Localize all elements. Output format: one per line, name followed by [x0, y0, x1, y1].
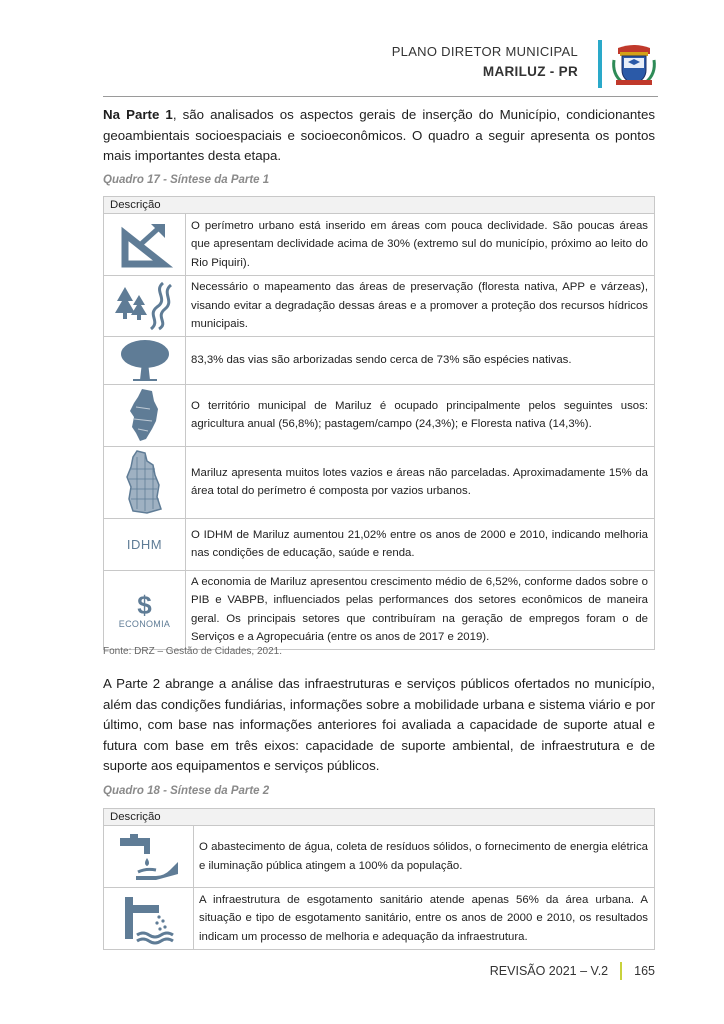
table-icon-cell [104, 276, 186, 337]
coat-of-arms-icon [610, 40, 658, 88]
header-accent-bar [598, 40, 602, 88]
header-rule [103, 96, 658, 97]
page-footer [490, 962, 655, 980]
quadro17-source: Fonte: DRZ – Gestão de Cidades, 2021. [103, 646, 282, 657]
municipality-map-icon [120, 387, 170, 443]
table-header-descricao: Descrição [104, 197, 655, 214]
table-row [104, 570, 655, 649]
idhm-icon: IDHM [126, 536, 163, 552]
table-text-cell: 83,3% das vias são arborizadas sendo cerca de 73% são espécies nativas. [186, 336, 655, 384]
table-row [104, 826, 655, 888]
page-header [392, 40, 658, 88]
table-header-row [104, 197, 655, 214]
header-subtitle: MARILUZ - PR [482, 64, 578, 79]
table-row [104, 446, 655, 518]
table-row [104, 276, 655, 337]
sewage-icon [119, 893, 179, 945]
table-text-cell: O território municipal de Mariluz é ocupado principalmente pelos seguintes usos: agricultura anual (56,8%); pastagem/campo (24,3%); e Floresta nativa (14,3%). [186, 384, 655, 446]
table-row [104, 518, 655, 570]
dollar-icon: $ [137, 589, 152, 620]
page-number: 165 [634, 964, 655, 978]
table-text-cell: Necessário o mapeamento das áreas de preservação (floresta nativa, APP e várzeas), visando evitar a degradação dessas áreas e a promover a proteção dos recursos hídricos municipais. [186, 276, 655, 337]
table-icon-cell [104, 446, 186, 518]
table-row [104, 384, 655, 446]
table-text-cell: O abastecimento de água, coleta de resíduos sólidos, o fornecimento de energia elétrica e iluminação pública atingem a 100% da população. [194, 826, 655, 888]
table-row [104, 336, 655, 384]
tree-icon [117, 338, 173, 382]
table-row [104, 214, 655, 276]
intro-paragraph [103, 105, 655, 167]
table-text-cell: O IDHM de Mariluz aumentou 21,02% entre os anos de 2000 e 2010, indicando melhoria nas condições de educação, saúde e renda. [186, 518, 655, 570]
slope-triangle-icon [115, 220, 175, 270]
quadro18-table [103, 808, 655, 950]
table-header-row [104, 809, 655, 826]
header-text [392, 40, 598, 79]
intro-rest: , são analisados os aspectos gerais de inserção do Município, condicionantes geoambientais socioespaciais e socioeconômicos. O quadro a seguir apresenta os pontos mais importantes desta etapa. [103, 107, 655, 163]
table-icon-cell [104, 384, 186, 446]
table-header-descricao: Descrição [104, 809, 655, 826]
table-icon-cell [104, 826, 194, 888]
header-title: PLANO DIRETOR MUNICIPAL [391, 44, 578, 59]
footer-accent-bar [620, 962, 622, 980]
table-text-cell: A infraestrutura de esgotamento sanitário atende apenas 56% da área urbana. A situação e tipo de esgotamento sanitário, entre os anos de 2000 e 2010, os resultados indicam um processo de melhoria e adequação da infraestrutura. [194, 888, 655, 950]
table-icon-cell [104, 336, 186, 384]
footer-revision: REVISÃO 2021 – V.2 [489, 964, 609, 978]
urban-perimeter-map-icon [123, 449, 167, 515]
quadro17-table [103, 196, 655, 650]
table-icon-cell [104, 888, 194, 950]
quadro17-caption: Quadro 17 - Síntese da Parte 1 [103, 174, 270, 186]
table-icon-cell [104, 570, 186, 649]
table-icon-cell [104, 518, 186, 570]
table-row [104, 888, 655, 950]
table-text-cell: O perímetro urbano está inserido em áreas com pouca declividade. São poucas áreas que apresentam declividade acima de 30% (extremo sul do município, próximo ao leito do Rio Piquiri). [186, 214, 655, 276]
forest-river-icon [113, 281, 177, 331]
table-icon-cell [104, 214, 186, 276]
parte2-paragraph: A Parte 2 abrange a análise das infraestruturas e serviços públicos ofertados no município, além das condições fundiárias, informações sobre a mobilidade urbana e sistema viário e por último, com base nas informações anteriores foi avaliada a capacidade de suporte atual e futura com base em três eixos: capacidade de suporte ambiental, de infraestrutura e de suporte aos equipamentos e serviços públicos. [103, 676, 655, 773]
quadro18-caption: Quadro 18 - Síntese da Parte 2 [103, 785, 270, 797]
table-text-cell: A economia de Mariluz apresentou crescimento médio de 6,52%, conforme dados sobre o PIB e VABPB, influenciados pelas performances dos setores econômicos de maneira geral. Os principais setores que contribuíram na geração de empregos foram o de Serviços e a Agropecuária (entre os anos de 2017 e 2019). [186, 570, 655, 649]
table-text-cell: Mariluz apresenta muitos lotes vazios e áreas não parceladas. Aproximadamente 15% da área total do perímetro é composta por vazios urbanos. [186, 446, 655, 518]
water-tap-hand-icon [116, 832, 182, 882]
economia-label: ECONOMIA [118, 618, 171, 629]
intro-bold: Na Parte 1 [103, 107, 173, 122]
